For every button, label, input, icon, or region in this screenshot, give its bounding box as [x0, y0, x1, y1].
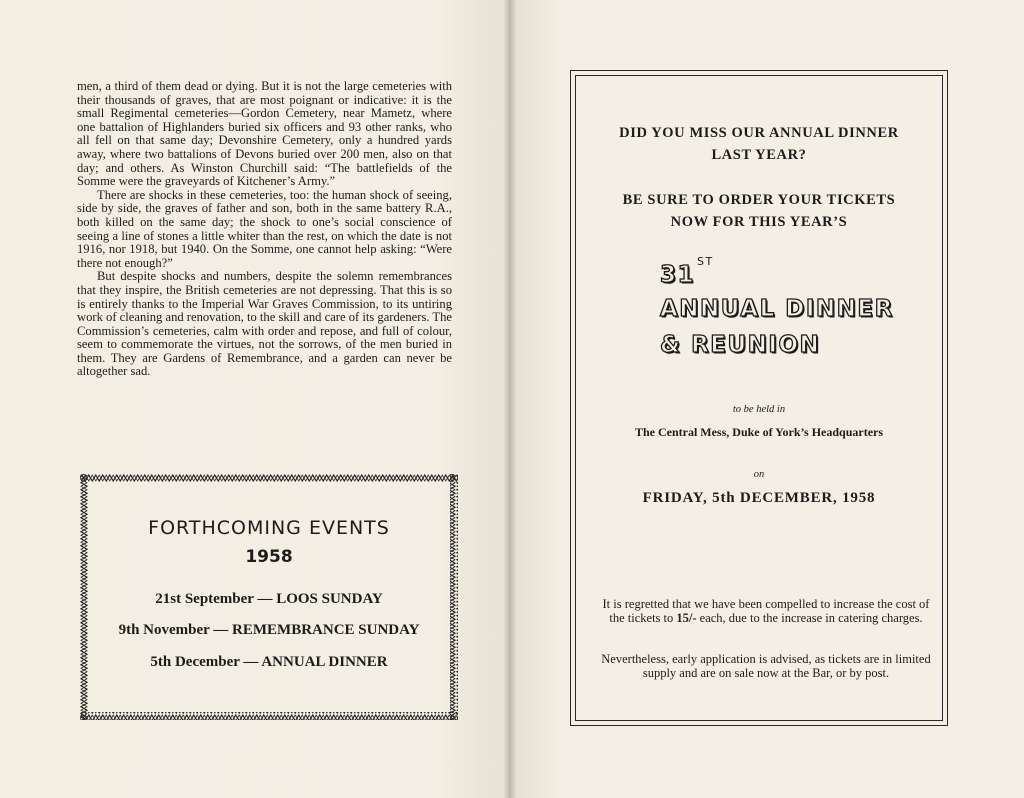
- event-date: FRIDAY, 5th DECEMBER, 1958: [642, 490, 876, 506]
- price-notice: [598, 597, 934, 625]
- application-notice: Nevertheless, early application is advised, as tickets are in limited supply and are on sale now at the Bar, or by post.: [601, 652, 931, 680]
- event-title-line-2: & REUNION: [660, 332, 821, 358]
- venue: The Central Mess, Duke of York’s Headquarters: [634, 425, 884, 439]
- book-gutter: [504, 0, 516, 798]
- edition-number: [660, 255, 714, 288]
- held-label: to be held in: [732, 404, 786, 415]
- order-line-1: BE SURE TO ORDER YOUR TICKETS: [622, 192, 896, 208]
- paragraph-1: men, a third of them dead or dying. But it is not the large cemeteries with their thousands of graves, that are most poignant or indicative: it is the small Regimental cemeteries—Gordon Cemetery, near Mametz, where one battalion of Highlanders buried six officers and 93 other ranks, who all fell on that same day; Devonshire Cemetery, only a hundred yards away, where two battalions of Devons buried over 200 men, also on that day; and others. As Winston Churchill said: “The battlefields of the Somme were the graveyards of Kitchener’s Army.”: [77, 79, 452, 189]
- article-text: [77, 80, 452, 379]
- event-item: 5th December — ANNUAL DINNER: [150, 654, 388, 670]
- question-heading: [570, 122, 948, 166]
- price-notice-text: It is regretted that we have been compelled to increase the cost of the tickets to: [602, 597, 930, 625]
- order-line-2: NOW FOR THIS YEAR’S: [670, 214, 848, 230]
- price-notice-text-end: each, due to the increase in catering charges.: [696, 611, 923, 625]
- forthcoming-events-box: [80, 474, 458, 720]
- question-line-2: LAST YEAR?: [711, 147, 807, 163]
- event-title-line-1: ANNUAL DINNER: [660, 296, 894, 322]
- on-label: on: [753, 469, 765, 480]
- paragraph-3: But despite shocks and numbers, despite the solemn remembrances that they inspire, the British cemeteries are not depressing. That this is so is entirely thanks to the Imperial War Graves Commission, to its untiring work of cleaning and renovation, to the skill and care of its gardeners. The Commission’s cemeteries, calm with order and repose, and full of colour, seem to commemorate the virtues, not the sorrows, of the men buried in them. They are Gardens of Remembrance, and a garden can never be altogether sad.: [77, 269, 453, 379]
- ticket-price: 15/-: [676, 611, 697, 625]
- paragraph-2: There are shocks in these cemeteries, too: the human shock of seeing, side by side, the graves of father and son, both in the same battery R.A., both killed on the same day; the shock to one’s social conscience of seeing a line of stones a little whiter than the rest, on which the date is not 1916, nor 1918, but 1940. On the Somme, one cannot help asking: “Were there not enough?”: [77, 187, 452, 270]
- event-item: 9th November — REMEMBRANCE SUNDAY: [118, 622, 420, 638]
- edition-number-value: 31: [660, 262, 696, 288]
- order-heading: [570, 189, 948, 233]
- events-heading: FORTHCOMING EVENTS: [148, 517, 390, 539]
- dinner-notice-frame: [570, 70, 948, 726]
- event-item: 21st September — LOOS SUNDAY: [155, 591, 383, 607]
- question-line-1: DID YOU MISS OUR ANNUAL DINNER: [619, 125, 899, 141]
- edition-suffix: ST: [697, 255, 714, 269]
- events-year: 1958: [245, 547, 293, 567]
